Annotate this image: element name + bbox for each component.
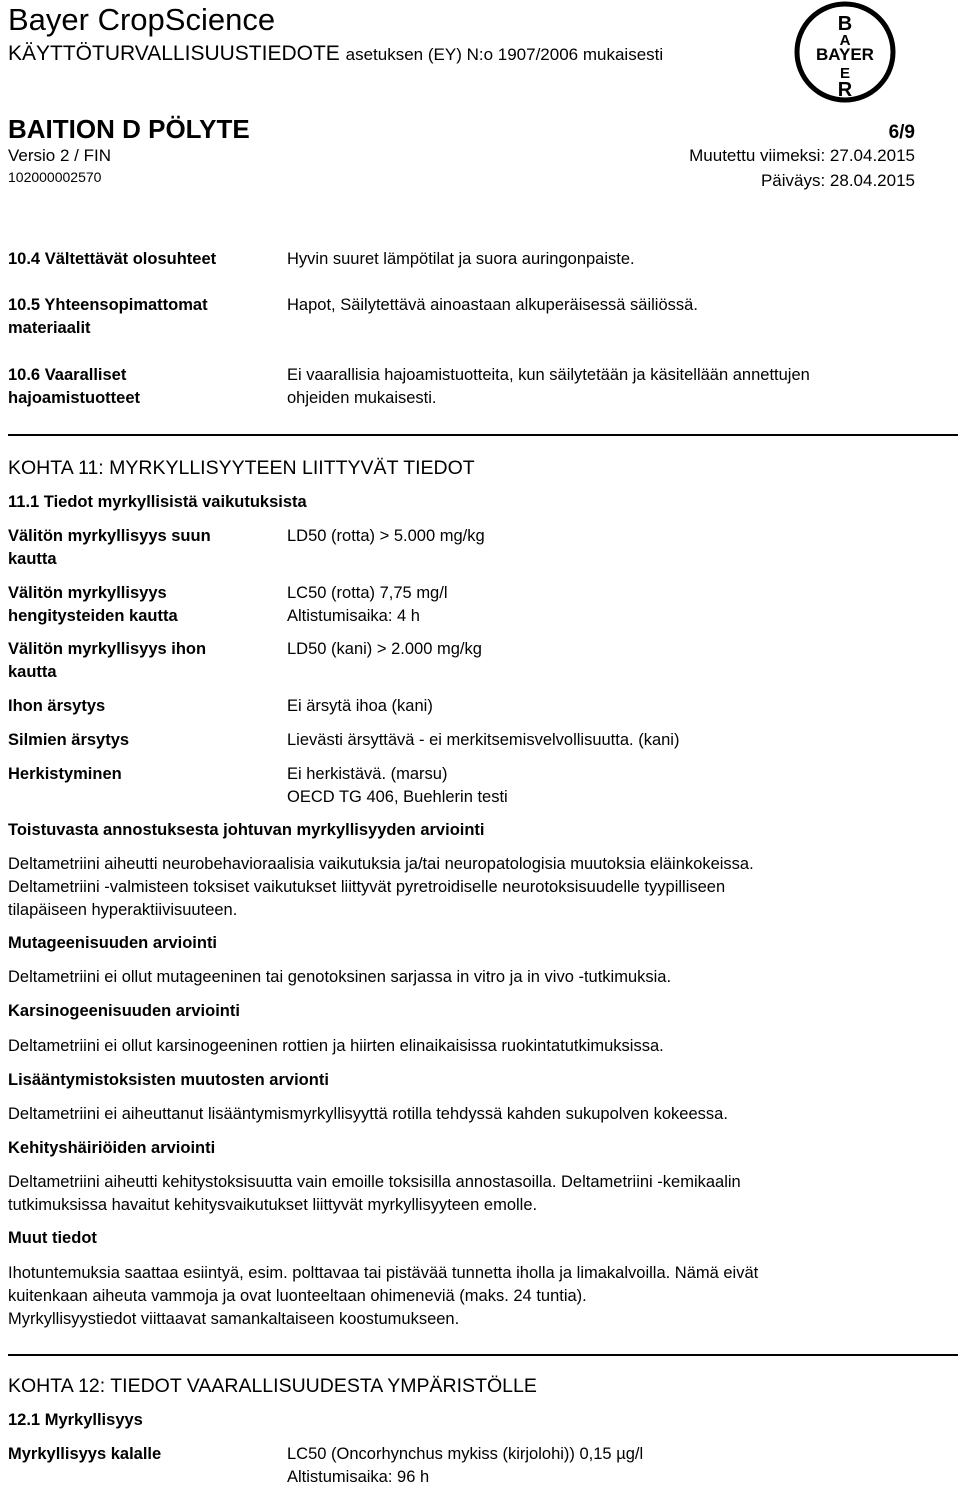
- tox-label-line: Välitön myrkyllisyys ihon: [8, 640, 207, 658]
- document-type: [8, 42, 663, 66]
- tox-dermal-label: [8, 638, 278, 684]
- row-10-4-value: Hyvin suuret lämpötilat ja suora auringonpaiste.: [287, 250, 635, 268]
- logo-letter-b: B: [837, 13, 853, 35]
- row-10-6-value-line: ohjeiden mukaisesti.: [287, 389, 437, 407]
- section-12-1-heading: 12.1 Myrkyllisyys: [8, 1411, 143, 1429]
- developmental-text: [8, 1171, 953, 1217]
- section-divider: [8, 1354, 958, 1356]
- paragraph-line: Deltametriini aiheutti kehitystoksisuutta vain emoille toksisilla annostasoilla. Deltametriini -kemikaalin: [8, 1173, 741, 1191]
- row-10-5-label: [8, 294, 278, 340]
- logo-letter-a: A: [839, 32, 851, 49]
- mutagenicity-heading: Mutageenisuuden arviointi: [8, 934, 218, 952]
- paragraph-line: Myrkyllisyystiedot viittaavat samankaltaiseen koostumukseen.: [8, 1310, 460, 1328]
- modified-date: Muutettu viimeksi: 27.04.2015: [689, 146, 915, 165]
- fish-toxicity-value: [287, 1443, 643, 1489]
- tox-value-line: Altistumisaika: 4 h: [287, 607, 420, 625]
- tox-value-line: LC50 (Oncorhynchus mykiss (kirjolohi)) 0,15 µg/l: [287, 1445, 644, 1463]
- tox-value-line: LC50 (rotta) 7,75 mg/l: [287, 584, 448, 602]
- tox-label-line: Välitön myrkyllisyys suun: [8, 527, 211, 545]
- reproductive-text: Deltametriini ei aiheuttanut lisääntymismyrkyllisyyttä rotilla tehdyssä kahden sukupolven kokeessa.: [8, 1105, 728, 1123]
- tox-oral-label: [8, 525, 278, 571]
- paragraph-line: Ihotuntemuksia saattaa esiintyä, esim. polttavaa tai pistävää tunnetta iholla ja limakalvoilla. Nämä eivät: [8, 1264, 759, 1282]
- skin-irritation-value: Ei ärsytä ihoa (kani): [287, 697, 433, 715]
- carcinogenicity-heading: Karsinogeenisuuden arviointi: [8, 1002, 240, 1020]
- tox-label-line: kautta: [8, 550, 57, 568]
- page-number: 6/9: [888, 122, 915, 143]
- logo-word: BAYER: [816, 45, 874, 64]
- row-10-5-label-line: 10.5 Yhteensopimattomat: [8, 296, 208, 314]
- other-info-text: [8, 1262, 953, 1331]
- paragraph-line: Deltametriini -valmisteen toksiset vaikutukset liittyvät pyretroidiselle neurotoksisuudelle tyypilliseen: [8, 878, 726, 896]
- reproductive-heading: Lisääntymistoksisten muutosten arvionti: [8, 1071, 329, 1089]
- section-divider: [8, 434, 958, 436]
- carcinogenicity-text: Deltametriini ei ollut karsinogeeninen rottien ja hiirten elinaikaisissa ruokintatutkimuksissa.: [8, 1037, 664, 1055]
- row-10-6-label: [8, 364, 278, 410]
- mutagenicity-text: Deltametriini ei ollut mutageeninen tai genotoksinen sarjassa in vitro ja in vivo -tutkimuksia.: [8, 968, 672, 986]
- version: Versio 2 / FIN: [8, 146, 111, 165]
- tox-inhalation-label: [8, 582, 278, 628]
- section-11-1-heading: 11.1 Tiedot myrkyllisistä vaikutuksista: [8, 493, 307, 511]
- logo-letter-e: E: [839, 65, 851, 82]
- section-11-title: KOHTA 11: MYRKYLLISYYTEEN LIITTYVÄT TIEDOT: [8, 457, 475, 479]
- tox-oral-value: LD50 (rotta) > 5.000 mg/kg: [287, 527, 485, 545]
- bayer-logo: [790, 0, 900, 110]
- tox-value-line: OECD TG 406, Buehlerin testi: [287, 788, 508, 806]
- document-type-title: KÄYTTÖTURVALLISUUSTIEDOTE: [8, 42, 340, 65]
- paragraph-line: kuitenkaan aiheuta vammoja ja ovat luonteeltaan ohimeneviä (maks. 24 tuntia).: [8, 1287, 587, 1305]
- developmental-heading: Kehityshäiriöiden arviointi: [8, 1139, 216, 1157]
- tox-dermal-value: LD50 (kani) > 2.000 mg/kg: [287, 640, 482, 658]
- company-name: Bayer CropScience: [8, 2, 276, 37]
- tox-label-line: kautta: [8, 663, 57, 681]
- row-10-4-label: 10.4 Vältettävät olosuhteet: [8, 250, 217, 268]
- row-10-5-label-line: materiaalit: [8, 319, 91, 337]
- paragraph-line: Deltametriini aiheutti neurobehavioraalisia vaikutuksia ja/tai neuropatologisia muutoksia eläinkokeissa.: [8, 855, 754, 873]
- tox-label-line: Välitön myrkyllisyys: [8, 584, 167, 602]
- section-12-title: KOHTA 12: TIEDOT VAARALLISUUDESTA YMPÄRISTÖLLE: [8, 1375, 537, 1397]
- regulation-reference: asetuksen (EY) N:o 1907/2006 mukaisesti: [345, 45, 664, 64]
- tox-value-line: Ei herkistävä. (marsu): [287, 765, 448, 783]
- fish-toxicity-label: Myrkyllisyys kalalle: [8, 1445, 162, 1463]
- repeated-dose-text: [8, 853, 953, 922]
- eye-irritation-label: Silmien ärsytys: [8, 731, 130, 749]
- row-10-5-value: Hapot, Säilytettävä ainoastaan alkuperäisessä säiliössä.: [287, 296, 698, 314]
- sensitization-value: [287, 763, 508, 809]
- row-10-6-value-line: Ei vaarallisia hajoamistuotteita, kun säilytetään ja käsitellään annettujen: [287, 366, 810, 384]
- paragraph-line: tilapäiseen hyperaktiivisuuteen.: [8, 901, 238, 919]
- other-info-heading: Muut tiedot: [8, 1229, 97, 1247]
- eye-irritation-value: Lievästi ärsyttävä - ei merkitsemisvelvollisuutta. (kani): [287, 731, 680, 749]
- logo-letter-r: R: [837, 79, 853, 101]
- row-10-6-value: [287, 364, 810, 410]
- row-10-6-label-line: hajoamistuotteet: [8, 389, 141, 407]
- document-number: 102000002570: [8, 169, 102, 185]
- skin-irritation-label: Ihon ärsytys: [8, 697, 106, 715]
- repeated-dose-heading: Toistuvasta annostuksesta johtuvan myrkyllisyyden arviointi: [8, 821, 485, 839]
- paragraph-line: tutkimuksissa havaitut kehitysvaikutukset liittyvät myrkyllisyyteen emolle.: [8, 1196, 538, 1214]
- issue-date: Päiväys: 28.04.2015: [760, 171, 915, 190]
- row-10-6-label-line: 10.6 Vaaralliset: [8, 366, 127, 384]
- tox-value-line: Altistumisaika: 96 h: [287, 1468, 430, 1486]
- sensitization-label: Herkistyminen: [8, 765, 122, 783]
- tox-label-line: hengitysteiden kautta: [8, 607, 178, 625]
- tox-inhalation-value: [287, 582, 448, 628]
- product-name: BAITION D PÖLYTE: [8, 114, 250, 144]
